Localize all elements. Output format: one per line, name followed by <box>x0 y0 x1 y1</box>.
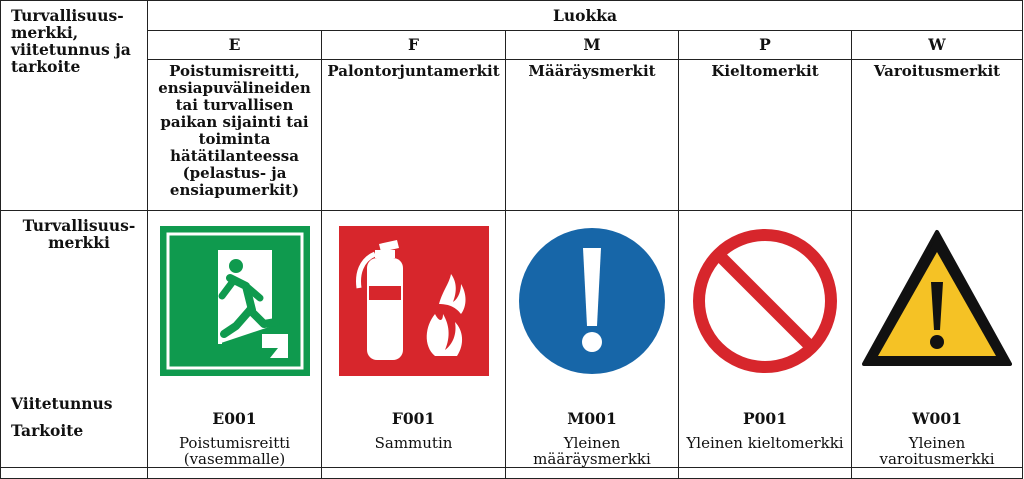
sign-code-w: W001 <box>912 409 962 428</box>
mandatory-icon <box>517 226 667 376</box>
warning-icon <box>862 226 1012 376</box>
tail-cell <box>1 468 148 479</box>
row-header-meaning: Tarkoite <box>11 421 84 440</box>
sign-meaning-e: Poistumisreitti (vasemmalle) <box>178 434 291 468</box>
class-purpose-w: Varoitusmerkit <box>852 60 1023 211</box>
class-letter-e: E <box>148 31 322 60</box>
sign-code-f: F001 <box>391 409 436 428</box>
class-letter-w: W <box>852 31 1023 60</box>
row-header-sign: Turvallisuus-merkki <box>22 216 136 252</box>
row-header-code: Viitetunnus <box>11 394 113 413</box>
row-header-sign-cell <box>1 211 148 468</box>
class-letter-f: F <box>322 31 506 60</box>
class-purpose-m: Määräysmerkit <box>506 60 679 211</box>
fire-extinguisher-icon <box>339 226 489 376</box>
sign-cell-f <box>322 211 506 468</box>
sign-meaning-p: Yleinen kieltomerkki <box>686 434 844 452</box>
class-letter-m: M <box>506 31 679 60</box>
class-letter-p: P <box>679 31 852 60</box>
sign-cell-w <box>852 211 1023 468</box>
tail-cell <box>852 468 1023 479</box>
tail-cell <box>506 468 679 479</box>
tail-cell <box>322 468 506 479</box>
sign-cell-m <box>506 211 679 468</box>
row-header-top <box>1 1 148 211</box>
luokka-header: Luokka <box>148 1 1023 31</box>
class-purpose-f: Palontorjuntamerkit <box>322 60 506 211</box>
sign-cell-p <box>679 211 852 468</box>
class-purpose-e: Poistumisreitti, ensiapuvälineiden tai turvallisen paikan sijainti tai toiminta hätätilanteessa (pelastus- ja ensiapumerkit) <box>148 60 322 211</box>
class-purpose-p: Kieltomerkit <box>679 60 852 211</box>
sign-meaning-m: Yleinen määräysmerkki <box>533 434 651 468</box>
tail-cell <box>148 468 322 479</box>
prohibition-icon <box>690 226 840 376</box>
emergency-exit-icon <box>160 226 310 376</box>
sign-meaning-f: Sammutin <box>374 434 453 452</box>
row-header-top-label: Turvallisuus-merkki, viitetunnus ja tarkoite <box>11 6 131 76</box>
sign-code-e: E001 <box>212 409 257 428</box>
sign-code-m: M001 <box>567 409 617 428</box>
sign-cell-e <box>148 211 322 468</box>
sign-code-p: P001 <box>742 409 787 428</box>
sign-meaning-w: Yleinen varoitusmerkki <box>879 434 995 468</box>
tail-cell <box>679 468 852 479</box>
